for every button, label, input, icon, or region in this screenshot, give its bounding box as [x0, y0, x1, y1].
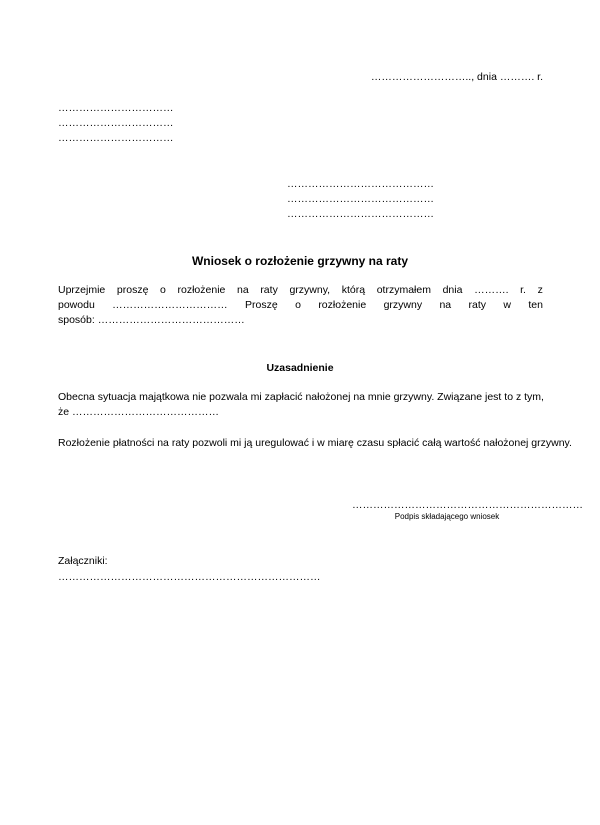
request-line-3: sposób: …………………………………… [58, 314, 245, 326]
sender-line-1: …………………………… [58, 102, 174, 114]
justification-line-2: że …………………………………… [58, 406, 220, 418]
word: grzywny [383, 299, 423, 311]
word: o [295, 299, 301, 311]
recipient-line-3: …………………………………… [287, 208, 434, 220]
request-line-1 [58, 283, 543, 298]
closing-paragraph: Rozłożenie płatności na raty pozwoli mi ją uregulować i w miarę czasu spłacić całą wartość nałożonej grzywny. [58, 437, 572, 449]
word: o [160, 284, 166, 296]
signature-caption: Podpis składającego wniosek [394, 512, 500, 521]
signature-line: ………………………………………………………… [352, 499, 583, 511]
sender-line-3: …………………………… [58, 132, 174, 144]
word: …………………………… [112, 299, 228, 311]
justification-line-1: Obecna sytuacja majątkowa nie pozwala mi zapłacić nałożonej na mnie grzywny. Związane jest to z tym, [58, 391, 544, 403]
request-line-2 [58, 298, 543, 313]
attachments-line: ………………………………………………………………… [58, 571, 321, 583]
word: ten [528, 299, 543, 311]
word: w [503, 299, 511, 311]
word: rozłożenie [177, 284, 226, 296]
justification-paragraph [58, 390, 543, 420]
justification-title: Uzasadnienie [266, 362, 334, 374]
word: na [439, 299, 452, 311]
word: z [537, 284, 543, 296]
word: otrzymałem [376, 284, 431, 296]
word: raty [468, 299, 487, 311]
request-paragraph [58, 283, 543, 328]
document-title: Wniosek o rozłożenie grzywny na raty [191, 254, 409, 268]
word: raty [260, 284, 278, 296]
word: grzywny, [289, 284, 331, 296]
word: r. [520, 284, 526, 296]
sender-line-2: …………………………… [58, 117, 174, 129]
word: rozłożenie [318, 299, 367, 311]
date-line: ……………………….., dnia ………. r. [370, 71, 543, 83]
recipient-line-1: …………………………………… [287, 178, 434, 190]
attachments-label: Załączniki: [58, 555, 108, 567]
word: Uprzejmie [58, 284, 106, 296]
word: powodu [58, 299, 95, 311]
word: na [237, 284, 249, 296]
word: ………. [474, 284, 509, 296]
word: dnia [442, 284, 463, 296]
word: proszę [116, 284, 149, 296]
word: Proszę [245, 299, 278, 311]
recipient-line-2: …………………………………… [287, 193, 434, 205]
word: którą [341, 284, 366, 296]
